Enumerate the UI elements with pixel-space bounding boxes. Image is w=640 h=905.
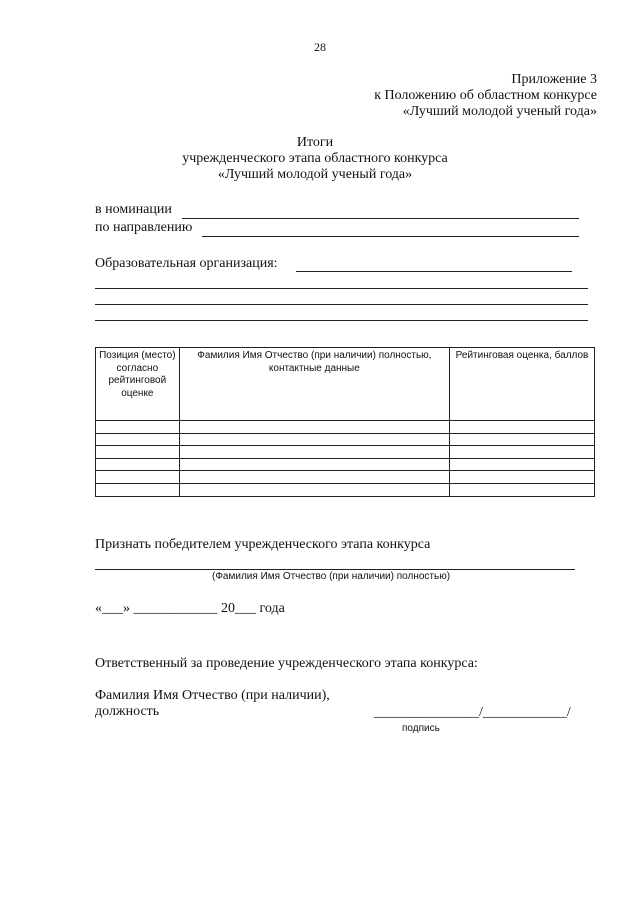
direction-field-line[interactable] — [202, 236, 579, 237]
table-cell[interactable] — [450, 446, 595, 459]
table-cell[interactable] — [96, 471, 180, 484]
date-month[interactable]: ____________ — [133, 601, 218, 616]
nomination-label: в номинации — [95, 202, 172, 217]
responsible-name-label: Фамилия Имя Отчество (при наличии), — [95, 688, 330, 703]
table-cell[interactable] — [179, 458, 449, 471]
table-cell[interactable] — [96, 483, 180, 496]
table-cell[interactable] — [179, 421, 449, 434]
appendix-line-1: Приложение 3 — [511, 72, 597, 87]
table-cell[interactable] — [450, 483, 595, 496]
responsible-position-label: должность — [95, 704, 160, 719]
date-day[interactable]: «___» — [95, 601, 130, 616]
organization-label: Образовательная организация: — [95, 256, 278, 271]
winner-label: Признать победителем учрежденческого этапа конкурса — [95, 537, 431, 552]
date-line — [95, 601, 285, 617]
title-line-3: «Лучший молодой ученый года» — [217, 167, 413, 182]
table-cell[interactable] — [450, 471, 595, 484]
table-cell[interactable] — [450, 433, 595, 446]
responsible-label: Ответственный за проведение учрежденческого этапа конкурса: — [95, 656, 478, 671]
table-row — [96, 458, 595, 471]
table-cell[interactable] — [96, 446, 180, 459]
table-cell[interactable] — [96, 421, 180, 434]
table-cell[interactable] — [450, 458, 595, 471]
table-header-row — [96, 348, 595, 421]
title-line-2: учрежденческого этапа областного конкурса — [182, 151, 448, 166]
document-title — [150, 135, 480, 183]
nomination-field-line[interactable] — [182, 218, 579, 219]
signature-caption: подпись — [402, 723, 440, 734]
table-cell[interactable] — [450, 421, 595, 434]
table-cell[interactable] — [179, 471, 449, 484]
appendix-line-2: к Положению об областном конкурсе — [374, 88, 597, 103]
table-row — [96, 483, 595, 496]
date-year[interactable]: 20___ — [221, 601, 256, 616]
organization-extra-line-2[interactable] — [95, 304, 588, 305]
table-cell[interactable] — [179, 433, 449, 446]
table-row — [96, 446, 595, 459]
date-suffix: года — [259, 601, 285, 616]
signature-line[interactable]: _______________/____________/ — [374, 705, 571, 720]
header-full-name: Фамилия Имя Отчество (при наличии) полностью, контактные данные — [179, 348, 449, 421]
table-cell[interactable] — [96, 458, 180, 471]
organization-field-line[interactable] — [296, 271, 572, 272]
table-row — [96, 471, 595, 484]
table-cell[interactable] — [179, 446, 449, 459]
results-table — [95, 347, 595, 497]
table-cell[interactable] — [179, 483, 449, 496]
organization-extra-line-1[interactable] — [95, 288, 588, 289]
table-row — [96, 421, 595, 434]
direction-label: по направлению — [95, 220, 193, 235]
page-number: 28 — [314, 40, 326, 54]
organization-extra-line-3[interactable] — [95, 320, 588, 321]
header-rating: Рейтинговая оценка, баллов — [450, 348, 595, 421]
appendix-line-3: «Лучший молодой ученый года» — [402, 104, 597, 119]
winner-field-line[interactable] — [95, 569, 575, 570]
header-position: Позиция (место) согласно рейтинговой оценке — [96, 348, 180, 421]
table-row — [96, 433, 595, 446]
winner-caption: (Фамилия Имя Отчество (при наличии) полностью) — [212, 571, 451, 582]
appendix-header — [374, 72, 597, 120]
title-line-1: Итоги — [296, 135, 334, 150]
table-cell[interactable] — [96, 433, 180, 446]
